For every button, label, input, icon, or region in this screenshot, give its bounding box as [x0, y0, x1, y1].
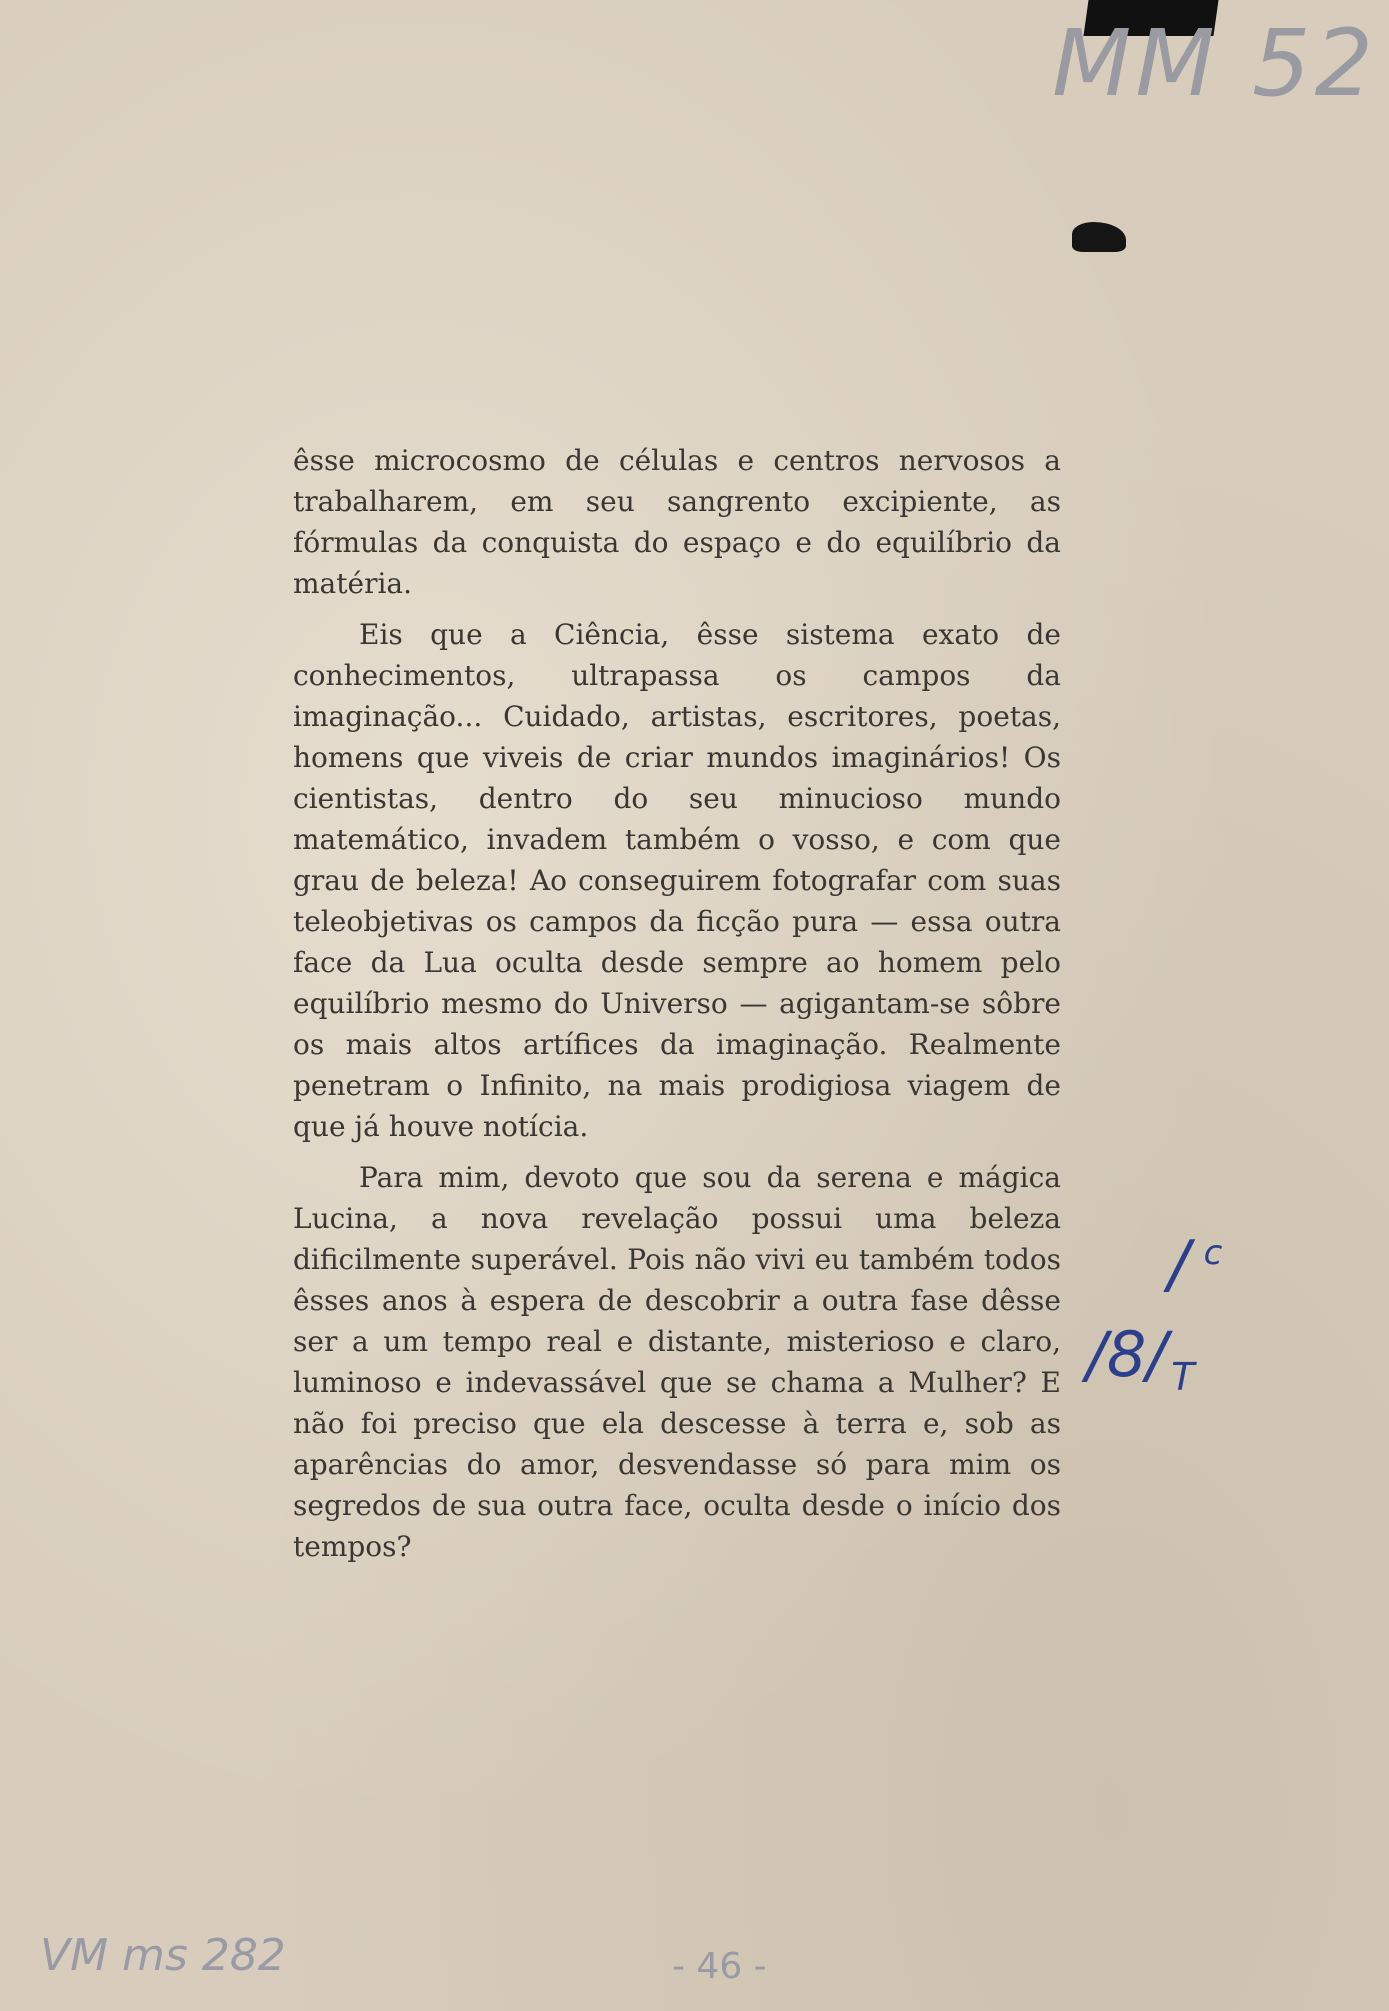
corner-archive-mark: MM 52 — [1052, 10, 1378, 117]
margin-note-t-mark: /8/ — [1086, 1318, 1168, 1391]
paragraph-3: Para mim, devoto que sou da serena e mágica Lucina, a nova revelação possui uma beleza dificilmente superável. Pois não vivi eu também todos êsses anos à espera de descobrir a outra fase dêsse ser a um tempo real e distante, misterioso e claro, luminoso e indevassável que se chama a Mulher? E não foi preciso que ela descesse à terra e, sob as aparências do amor, desvendasse só para mim os segredos de sua outra face, oculta desde o início dos tempos? — [293, 1161, 1061, 1563]
paragraph-1: êsse microcosmo de células e centros nervosos a trabalharem, em seu sangrento excipiente, as fórmulas da conquista do espaço e do equilíbrio da matéria. — [293, 444, 1061, 600]
archive-stamp: VM ms 282 — [40, 1930, 286, 1981]
margin-note-c-mark: / — [1168, 1228, 1190, 1302]
body-text — [293, 440, 1061, 1577]
ink-blot — [1072, 222, 1126, 252]
margin-note-t-letter: T — [1171, 1355, 1195, 1399]
page-number: - 46 - — [672, 1946, 767, 1987]
margin-note-c-letter: c — [1203, 1233, 1223, 1273]
paragraph-2: Eis que a Ciência, êsse sistema exato de conhecimentos, ultrapassa os campos da imaginação... Cuidado, artistas, escritores, poetas, homens que viveis de criar mundos imaginários! Os cientistas, dentro do seu minucioso mundo matemático, invadem também o vosso, e com que grau de beleza! Ao conseguirem fotografar com suas teleobjetivas os campos da ficção pura — essa outra face da Lua oculta desde sempre ao homem pelo equilíbrio mesmo do Universo — agigantam-se sôbre os mais altos artífices da imaginação. Realmente penetram o Infinito, na mais prodigiosa viagem de que já houve notícia. — [293, 618, 1061, 1143]
margin-note-correction-t — [1086, 1318, 1194, 1399]
margin-note-correction-c — [1168, 1228, 1222, 1302]
